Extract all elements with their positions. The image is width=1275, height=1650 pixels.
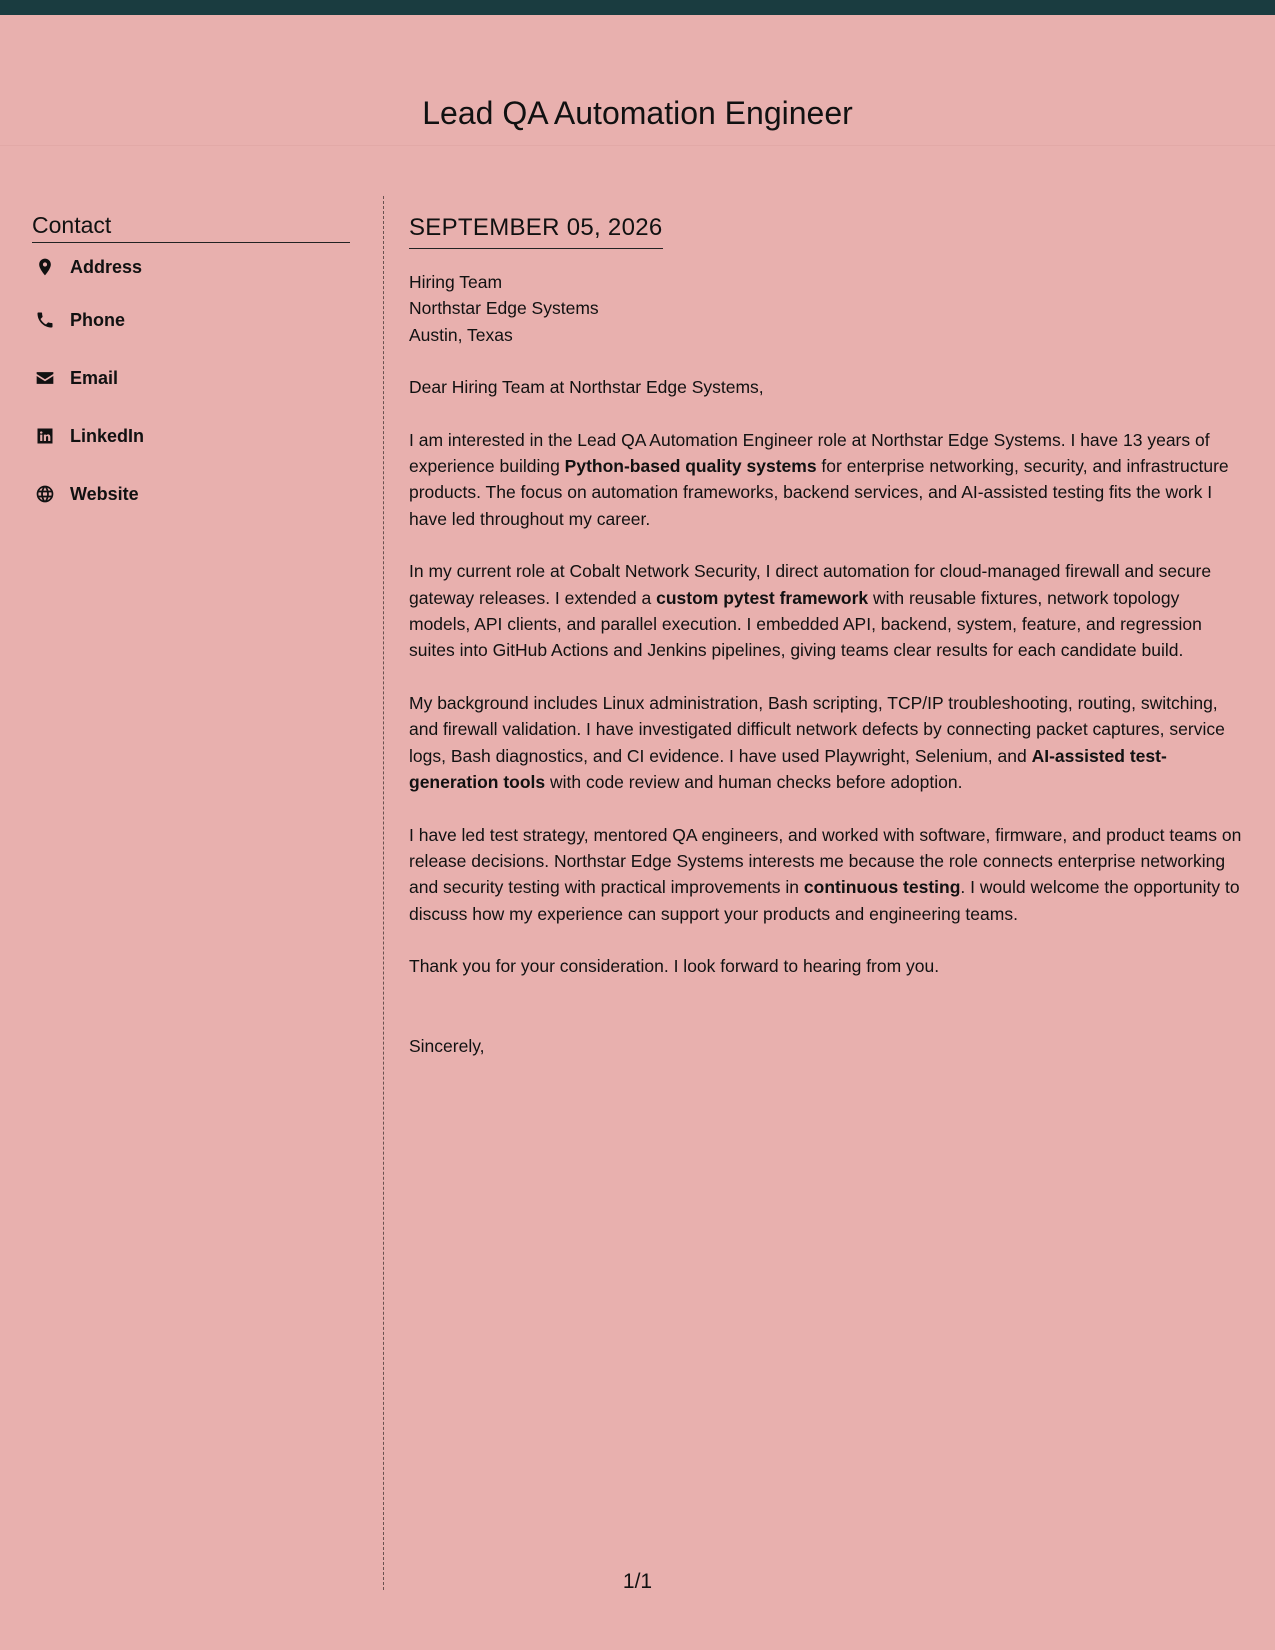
paragraph-emphasis: Python-based quality systems [564, 456, 817, 477]
globe-icon [34, 483, 56, 505]
letter-signoff: Sincerely, [409, 1035, 485, 1056]
phone-icon [34, 309, 56, 331]
paragraph-text: In my current role at Cobalt Network Security, I direct automation for cloud-managed firewall and secure gateway releases. I extended a [409, 561, 1212, 608]
contact-item-website[interactable] [32, 465, 350, 523]
contact-list [32, 243, 350, 523]
paragraph-text: with code review and human checks before adoption. [545, 772, 963, 793]
letter-paragraph [409, 427, 1244, 533]
contact-item-address[interactable] [32, 243, 350, 291]
contact-item-email[interactable] [32, 349, 350, 407]
recipient-block [409, 269, 1244, 348]
cover-letter-body [409, 210, 1244, 1059]
recipient-line: Hiring Team [409, 272, 503, 292]
paragraph-text: with reusable fixtures, network topology models, API clients, and parallel execution. I embedded API, backend, system, feature, and regression suites into GitHub Actions and Jenkins pipelines, giving teams clear results for each candidate build. [409, 587, 1202, 661]
contact-label-phone: Phone [70, 309, 126, 330]
letter-paragraph [409, 822, 1244, 928]
paragraph-text: My background includes Linux administration, Bash scripting, TCP/IP troubleshooting, routing, switching, and firewall validation. I have investigated difficult network defects by connecting packet captures, service logs, Bash diagnostics, and CI evidence. I have used Playwright, Selenium, and [409, 692, 1225, 766]
contact-label-email: Email [70, 367, 119, 388]
contact-heading: Contact [32, 210, 350, 243]
contact-item-linkedin[interactable] [32, 407, 350, 465]
paragraph-emphasis: continuous testing [803, 877, 961, 898]
map-pin-icon [34, 256, 56, 278]
recipient-line: Northstar Edge Systems [409, 298, 599, 319]
column-divider [383, 196, 384, 1590]
letter-greeting: Dear Hiring Team at Northstar Edge Systems, [409, 377, 764, 398]
contact-sidebar [32, 210, 350, 523]
contact-label-address: Address [70, 256, 143, 277]
contact-label-website: Website [70, 483, 139, 504]
linkedin-icon [34, 425, 56, 447]
paragraph-text: I am interested in the Lead QA Automation Engineer role at Northstar Edge Systems. I have 13 years of experience building [409, 429, 1210, 477]
top-accent-bar [0, 0, 1275, 15]
letter-paragraph [409, 690, 1244, 796]
paragraph-emphasis: custom pytest framework [656, 587, 869, 608]
letter-date: SEPTEMBER 05, 2026 [409, 210, 663, 249]
page-title: Lead QA Automation Engineer [422, 95, 853, 131]
letter-closing: Thank you for your consideration. I look forward to hearing from you. [409, 956, 940, 977]
recipient-line: Austin, Texas [409, 324, 513, 345]
paragraph-text: for enterprise networking, security, and infrastructure products. The focus on automation frameworks, backend services, and AI-assisted testing fits the work I have led throughout my career. [409, 456, 1229, 529]
paragraph-text: I have led test strategy, mentored QA engineers, and worked with software, firmware, and product teams on release decisions. Northstar Edge Systems interests me because the role connects enterprise networking and security testing with practical improvements in [409, 824, 1242, 898]
contact-label-linkedin: LinkedIn [70, 425, 145, 446]
contact-item-phone[interactable] [32, 291, 350, 349]
paragraph-emphasis: AI-assisted test-generation tools [409, 745, 1167, 793]
page-number: 1/1 [622, 1570, 653, 1593]
letter-paragraph [409, 558, 1244, 664]
paragraph-text: . I would welcome the opportunity to discuss how my experience can support your products and engineering teams. [409, 877, 1240, 924]
envelope-icon [34, 367, 56, 389]
